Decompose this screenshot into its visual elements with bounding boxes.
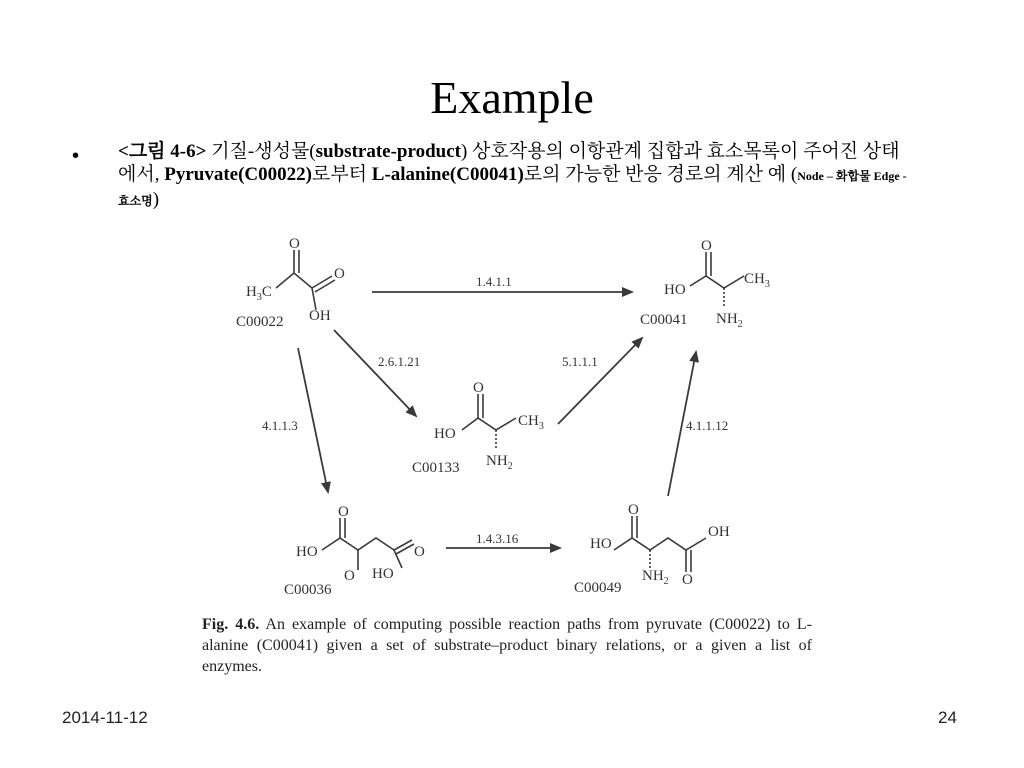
atom-ch3: $CH_3$ bbox=[744, 271, 770, 290]
atom-o: O bbox=[289, 236, 300, 252]
molecule-c00022 bbox=[236, 236, 345, 330]
atom-o: O bbox=[701, 238, 712, 254]
atom-oh: OH bbox=[309, 308, 331, 324]
atom-oh: OH bbox=[708, 524, 730, 540]
node-edge-legend: Node – 화합물 Edge - 효소명 bbox=[118, 169, 907, 208]
bullet-segment: 기질-생성물( bbox=[206, 141, 316, 162]
bullet-bold-term: substrate-product bbox=[315, 141, 461, 162]
atom-ho: HO bbox=[664, 282, 686, 298]
atom-o: O bbox=[414, 544, 425, 560]
bullet-segment: 로의 가능한 반응 경로의 계산 예 ( bbox=[523, 164, 798, 185]
molecule-c00041 bbox=[640, 238, 770, 330]
edge-label: 2.6.1.21 bbox=[378, 354, 421, 369]
molecule-c00049 bbox=[574, 502, 730, 596]
edge-1-4-1-1 bbox=[372, 274, 632, 292]
bullet-segment: ) bbox=[152, 189, 160, 210]
figure-caption bbox=[202, 614, 812, 677]
bullet-segment: ) 상호작용의 이항관계 집합과 효소목록이 주어진 상태에서, bbox=[118, 141, 900, 185]
atom-o: O bbox=[334, 266, 345, 282]
page-number: 24 bbox=[938, 708, 957, 727]
edge-label: 4.1.1.3 bbox=[262, 418, 298, 433]
atom-h3c: $H_3C$ bbox=[246, 284, 272, 303]
node-label-c00036: C00036 bbox=[284, 582, 332, 598]
atom-o: O bbox=[344, 568, 355, 584]
bullet-bold-term: Pyruvate(C00022) bbox=[164, 164, 312, 185]
caption-label: Fig. 4.6. bbox=[202, 616, 260, 633]
edge-2-6-1-21 bbox=[334, 330, 420, 416]
edge-4-1-1-3 bbox=[262, 348, 328, 492]
caption-text: An example of computing possible reaction paths from pyruvate (C00022) to L-alanine (C00041) given a set of substrate–product binary relations, or a given a list of enzymes. bbox=[202, 616, 813, 675]
atom-o: O bbox=[628, 502, 639, 518]
atom-ch3: $CH_3$ bbox=[518, 413, 544, 432]
bullet-bold-term: L-alanine(C00041) bbox=[371, 164, 524, 185]
atom-nh2: $NH_2$ bbox=[716, 311, 743, 330]
edge-label: 4.1.1.12 bbox=[686, 418, 729, 433]
figure-ref: <그림 4-6> bbox=[118, 141, 207, 162]
atom-ho: HO bbox=[296, 544, 318, 560]
atom-o: O bbox=[338, 504, 349, 520]
edge-1-4-3-16 bbox=[446, 531, 560, 548]
edge-5-1-1-1 bbox=[558, 338, 642, 424]
molecule-c00133 bbox=[412, 380, 544, 476]
atom-ho: HO bbox=[590, 536, 612, 552]
atom-ho: HO bbox=[434, 426, 456, 442]
footer-date: 2014-11-12 bbox=[62, 708, 148, 727]
node-label-c00022: C00022 bbox=[236, 314, 284, 330]
reaction-figure bbox=[176, 218, 824, 682]
edge-label: 5.1.1.1 bbox=[562, 354, 598, 369]
edge-4-1-1-12 bbox=[668, 352, 728, 496]
node-label-c00133: C00133 bbox=[412, 460, 460, 476]
node-label-c00041: C00041 bbox=[640, 312, 688, 328]
atom-o: O bbox=[473, 380, 484, 396]
slide-title: Example bbox=[430, 72, 594, 123]
atom-nh2: $NH_2$ bbox=[642, 568, 669, 587]
bullet-text bbox=[118, 140, 908, 213]
node-label-c00049: C00049 bbox=[574, 580, 622, 596]
bullet-segment: 로부터 bbox=[311, 164, 372, 185]
bullet-marker: • bbox=[72, 145, 80, 167]
atom-nh2: $NH_2$ bbox=[486, 453, 513, 472]
reaction-diagram bbox=[176, 218, 824, 682]
edge-label: 1.4.3.16 bbox=[476, 531, 519, 546]
atom-o: O bbox=[682, 572, 693, 588]
edge-label: 1.4.1.1 bbox=[476, 274, 512, 289]
molecule-c00036 bbox=[284, 504, 425, 598]
atom-ho: HO bbox=[372, 566, 394, 582]
